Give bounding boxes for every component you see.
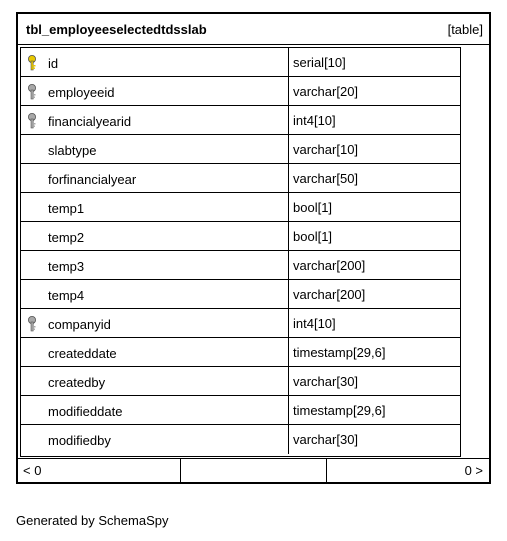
- column-type: varchar[50]: [293, 171, 359, 186]
- column-name: modifiedby: [48, 433, 111, 448]
- column-name: temp1: [48, 201, 85, 216]
- column-row[interactable]: [21, 425, 460, 454]
- column-row[interactable]: [21, 48, 460, 77]
- column-type: serial[10]: [293, 55, 346, 70]
- column-row[interactable]: [21, 280, 460, 309]
- footer-divider: [180, 459, 181, 482]
- column-divider: [288, 48, 289, 77]
- column-row[interactable]: [21, 77, 460, 106]
- column-name: companyid: [48, 317, 111, 332]
- column-divider: [288, 164, 289, 193]
- column-name: financialyearid: [48, 114, 132, 129]
- column-row[interactable]: [21, 222, 460, 251]
- column-name: employeeid: [48, 85, 115, 100]
- column-row[interactable]: [21, 164, 460, 193]
- foreign-key-icon: [27, 315, 41, 333]
- column-type: varchar[200]: [293, 287, 366, 302]
- column-row[interactable]: [21, 193, 460, 222]
- column-row[interactable]: [21, 251, 460, 280]
- child-count: 0 >: [464, 463, 483, 478]
- column-name: temp3: [48, 259, 85, 274]
- column-name: modifieddate: [48, 404, 123, 419]
- column-divider: [288, 251, 289, 280]
- column-name: temp4: [48, 288, 85, 303]
- column-divider: [288, 367, 289, 396]
- column-row[interactable]: [21, 309, 460, 338]
- column-divider: [288, 396, 289, 425]
- column-type: int4[10]: [293, 113, 336, 128]
- column-row[interactable]: [21, 396, 460, 425]
- column-name: createddate: [48, 346, 117, 361]
- column-row[interactable]: [21, 338, 460, 367]
- column-name: createdby: [48, 375, 106, 390]
- column-type: int4[10]: [293, 316, 336, 331]
- column-row[interactable]: [21, 106, 460, 135]
- column-type: timestamp[29,6]: [293, 345, 386, 360]
- generated-by-text: Generated by SchemaSpy: [16, 513, 169, 528]
- column-divider: [288, 425, 289, 454]
- column-name: id: [48, 56, 59, 71]
- foreign-key-icon: [27, 112, 41, 130]
- column-divider: [288, 309, 289, 338]
- column-divider: [288, 280, 289, 309]
- column-name: slabtype: [48, 143, 97, 158]
- primary-key-icon: [27, 54, 41, 72]
- table-footer: [18, 458, 489, 482]
- table-type-label: [table]: [447, 22, 483, 37]
- column-name: forfinancialyear: [48, 172, 137, 187]
- column-divider: [288, 222, 289, 251]
- footer-divider: [326, 459, 327, 482]
- column-divider: [288, 193, 289, 222]
- column-type: varchar[30]: [293, 374, 359, 389]
- column-type: bool[1]: [293, 229, 333, 244]
- table-name[interactable]: tbl_employeeselectedtdsslab: [26, 22, 207, 37]
- column-divider: [288, 135, 289, 164]
- foreign-key-icon: [27, 83, 41, 101]
- parent-count: < 0: [23, 463, 42, 478]
- column-row[interactable]: [21, 367, 460, 396]
- column-divider: [288, 77, 289, 106]
- column-row[interactable]: [21, 135, 460, 164]
- column-name: temp2: [48, 230, 85, 245]
- column-type: bool[1]: [293, 200, 333, 215]
- column-type: varchar[20]: [293, 84, 359, 99]
- columns-list: [20, 47, 461, 457]
- column-type: varchar[30]: [293, 432, 359, 447]
- column-type: timestamp[29,6]: [293, 403, 386, 418]
- column-type: varchar[10]: [293, 142, 359, 157]
- table-node: [16, 12, 491, 484]
- column-type: varchar[200]: [293, 258, 366, 273]
- table-header: [18, 14, 489, 45]
- column-divider: [288, 338, 289, 367]
- column-divider: [288, 106, 289, 135]
